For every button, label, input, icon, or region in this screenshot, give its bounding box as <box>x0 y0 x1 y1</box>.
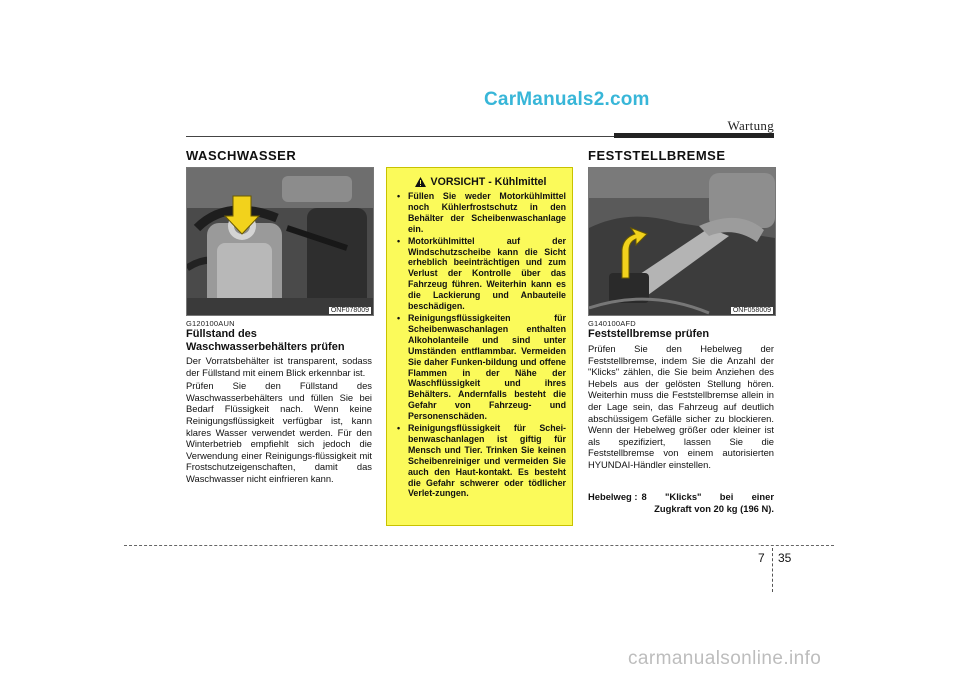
spec-hebelweg <box>588 491 774 514</box>
heading-fuellstand: Füllstand des Waschwasserbehälters prüfen <box>186 328 345 353</box>
section-code-left: G120100AUN <box>186 319 235 328</box>
caution-title: VORSICHT - Kühlmittel <box>430 176 547 188</box>
section-title-waschwasser: WASCHWASSER <box>186 148 297 163</box>
washer-reservoir-photo <box>186 167 374 316</box>
page-number-divider <box>772 548 773 592</box>
header-rule-bar <box>614 133 774 138</box>
parking-brake-photo <box>588 167 776 316</box>
spec-line-1 <box>588 491 774 503</box>
caution-box <box>386 167 573 526</box>
paragraph-left-2: Prüfen Sie den Füllstand des Waschwasserbehälters und füllen Sie bei Bedarf Flüssigkeit nach. Wenn keine Reinigungsflüssigkeit verfügbar ist, kann klares Wasser verwendet werden. Für den Winterbetrieb empfiehlt sich jedoch die Verwendung einer Reinigungs-flüssigkeit mit Frostschutzeigenschaften, damit das Waschwasser nicht einfrieren kann. <box>186 380 372 484</box>
spec-line-2: Zugkraft von 20 kg (196 N). <box>654 502 774 514</box>
caution-list <box>395 191 566 499</box>
paragraph-left-1: Der Vorratsbehälter ist transparent, sodass der Füllstand mit einem Blick erkennbar ist. <box>186 355 372 378</box>
engine-bay-illustration <box>187 168 373 315</box>
spec-label: Hebelweg : <box>588 491 638 502</box>
spec-value: 8 "Klicks" bei einer <box>641 491 774 502</box>
page-number: 35 <box>778 551 792 565</box>
caution-item: • Motorkühlmittel auf der Windschutzscheibe kann die Sicht erheblich beeinträchtigen und zum Verlust der Kontrolle über das Fahrzeug führen. Weiterhin kann es die Lackierung und Anbauteile beschädigen. <box>406 236 566 312</box>
section-code-right: G140100AFD <box>588 319 636 328</box>
image-caption-left: ONF078009 <box>330 307 369 314</box>
body-left <box>186 355 372 487</box>
caution-item: • Reinigungsflüssigkeit für Schei-benwaschanlagen ist giftig für Mensch und Tier. Trinken Sie keinen Scheibenreiniger und vermeiden Sie auch den Haut-kontakt. Es besteht die Gefahr schwerer oder tödlicher Verlet-zungen. <box>406 423 566 499</box>
header-rule <box>186 136 614 137</box>
watermark-carmanuals2: CarManuals2.com <box>484 89 650 110</box>
footer-rule <box>124 545 834 546</box>
caution-item: • Füllen Sie weder Motorkühlmittel noch Kühlerfrostschutz in den Behälter der Scheibenwaschanlage ein. <box>406 191 566 235</box>
warning-icon <box>415 177 426 187</box>
paragraph-right: Prüfen Sie den Hebelweg der Feststellbremse, indem Sie die Anzahl der "Klicks" zählen, die Sie beim Anziehen des Hebels aus der gelösten Stellung hören. Weiterhin muss die Feststellbremse allein in der Lage sein, das Fahrzeug auf deutlich abschüssigem Gefälle sicher zu blockieren. Wenn der Hebelweg größer oder kleiner ist als spezifiziert, lassen Sie die Feststellbremse von einem autorisierten HYUNDAI-Händler einstellen. <box>588 343 774 470</box>
section-title-feststellbremse: FESTSTELLBREMSE <box>588 148 726 163</box>
parking-brake-illustration <box>589 168 775 315</box>
caution-title-row <box>395 176 566 188</box>
chapter-header: Wartung <box>727 118 774 133</box>
body-right <box>588 343 774 473</box>
heading-feststellbremse-pruefen: Feststellbremse prüfen <box>588 328 710 340</box>
watermark-carmanualsonline: carmanualsonline.info <box>628 648 822 669</box>
caution-item: • Reinigungsflüssigkeiten für Scheibenwaschanlagen enthalten Alkoholanteile und sind unter Umständen entflammbar. Vermeiden Sie daher Funken-bildung und offene Flammen in der Nähe der Waschflüssigkeit und ihres Behälters. Andernfalls besteht die Gefahr von Fahrzeug- und Personenschäden. <box>406 313 566 422</box>
image-caption-right: ONF058009 <box>732 307 771 314</box>
chapter-number: 7 <box>758 551 765 565</box>
